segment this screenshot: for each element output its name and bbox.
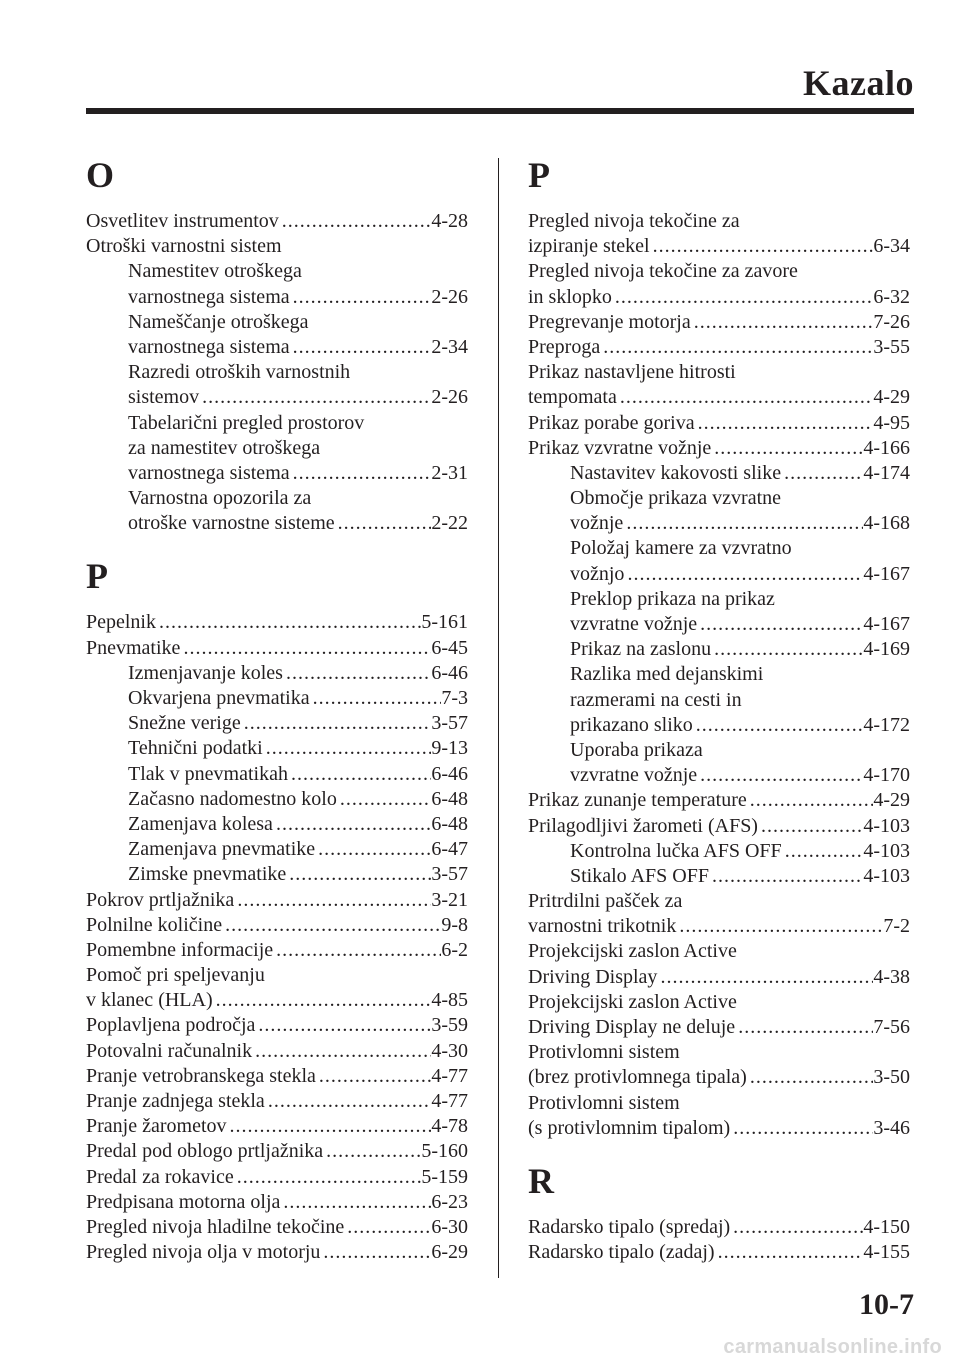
- index-entry: [86, 1165, 468, 1190]
- index-entry: [528, 310, 910, 335]
- index-subentry: [86, 661, 468, 686]
- index-subentry: [528, 738, 910, 763]
- dot-leader: [624, 562, 863, 587]
- entry-text: Zamenjava pnevmatike: [128, 838, 316, 861]
- dot-leader: [781, 461, 863, 486]
- entry-text: Radarsko tipalo (zadaj): [528, 1241, 715, 1264]
- entry-text: Zamenjava kolesa: [128, 812, 273, 835]
- entry-text: varnostnega sistema: [128, 285, 290, 308]
- index-subentry: [86, 461, 468, 486]
- index-entry: [86, 938, 468, 963]
- entry-text: Pranje žarometov: [86, 1115, 227, 1138]
- entry-text: Driving Display ne deluje: [528, 1016, 736, 1038]
- entry-text: vzvratne vožnje: [570, 613, 698, 635]
- index-subentry: [528, 839, 910, 864]
- index-entry: [528, 436, 910, 461]
- index-subentry: [528, 461, 910, 486]
- entry-page-ref: 4-166: [863, 436, 910, 459]
- entry-text: Tlak v pnevmatikah: [128, 762, 288, 785]
- index-column-left: [86, 155, 468, 1265]
- entry-text: (brez protivlomnega tipala): [528, 1066, 747, 1089]
- entry-page-ref: 7-56: [873, 1016, 910, 1038]
- dot-leader: [273, 812, 431, 837]
- dot-leader: [227, 1114, 432, 1139]
- entry-page-ref: 4-77: [431, 1064, 468, 1087]
- entry-page-ref: 3-57: [431, 712, 468, 735]
- dot-leader: [730, 1215, 863, 1240]
- entry-text: Pranje vetrobranskega stekla: [86, 1064, 316, 1087]
- dot-leader: [335, 511, 432, 536]
- entry-text: varnostni trikotnik: [528, 915, 677, 938]
- entry-text: Polnilne količine: [86, 913, 223, 936]
- dot-leader: [715, 1240, 864, 1265]
- dot-leader: [310, 686, 442, 711]
- entry-page-ref: 4-150: [863, 1215, 910, 1238]
- entry-page-ref: 3-55: [873, 335, 910, 358]
- entry-text: v klanec (HLA): [86, 989, 213, 1012]
- entry-text: Začasno nadomestno kolo: [128, 787, 337, 810]
- dot-leader: [315, 837, 431, 862]
- entry-page-ref: 4-170: [863, 764, 910, 787]
- index-entry: [528, 385, 910, 410]
- entry-text: Predal za rokavice: [86, 1165, 234, 1188]
- dot-leader: [290, 335, 432, 360]
- entry-page-ref: 6-47: [431, 838, 468, 861]
- index-subentry: [528, 612, 910, 637]
- index-subentry: [86, 486, 468, 511]
- dot-leader: [288, 762, 431, 787]
- index-entry: [86, 610, 468, 635]
- entry-page-ref: 5-160: [421, 1140, 468, 1163]
- index-entry: [528, 889, 910, 914]
- index-entry: [528, 209, 910, 234]
- dot-leader: [735, 1015, 873, 1040]
- index-section: [528, 1161, 910, 1265]
- entry-page-ref: 3-59: [431, 1014, 468, 1037]
- entry-page-ref: 6-32: [873, 285, 910, 308]
- index-entry: [86, 913, 468, 938]
- entry-text: Izmenjavanje koles: [128, 661, 283, 684]
- entry-text: Protivlomni sistem: [528, 1091, 680, 1114]
- entry-text: Stikalo AFS OFF: [570, 864, 709, 887]
- dot-leader: [657, 965, 873, 990]
- entry-text: Zimske pnevmatike: [128, 863, 287, 886]
- entry-text: Pepelnik: [86, 611, 156, 634]
- index-subentry: [86, 310, 468, 335]
- entry-page-ref: 4-29: [873, 789, 910, 812]
- entry-page-ref: 4-78: [431, 1115, 468, 1138]
- dot-leader: [758, 814, 863, 839]
- entry-page-ref: 2-26: [431, 386, 468, 409]
- index-subentry: [86, 686, 468, 711]
- section-letter: R: [528, 1160, 554, 1201]
- entry-page-ref: 6-48: [431, 812, 468, 835]
- dot-leader: [265, 1089, 432, 1114]
- dot-leader: [600, 335, 873, 360]
- dot-leader: [290, 285, 432, 310]
- dot-leader: [623, 511, 863, 536]
- dot-leader: [697, 612, 863, 637]
- entry-page-ref: 6-2: [441, 938, 468, 961]
- entry-page-ref: 4-174: [863, 461, 910, 484]
- entry-text: vzvratne vožnje: [570, 764, 698, 787]
- entry-page-ref: 4-155: [863, 1241, 910, 1264]
- index-subentry: [86, 436, 468, 461]
- index-subentry: [528, 536, 910, 561]
- dot-leader: [697, 763, 863, 788]
- index-subentry: [528, 486, 910, 511]
- index-subentry: [528, 763, 910, 788]
- dot-leader: [617, 385, 873, 410]
- index-entry: [86, 1089, 468, 1114]
- entry-text: Nameščanje otroškega: [128, 310, 309, 333]
- index-entry: [528, 1116, 910, 1141]
- index-entry: [528, 814, 910, 839]
- index-subentry: [86, 787, 468, 812]
- entry-page-ref: 4-103: [863, 814, 910, 837]
- entry-page-ref: 6-46: [431, 762, 468, 785]
- header-rule: [86, 108, 914, 114]
- dot-leader: [747, 788, 874, 813]
- entry-text: Pranje zadnjega stekla: [86, 1090, 265, 1112]
- index-subentry: [86, 837, 468, 862]
- index-subentry: [528, 637, 910, 662]
- index-subentry: [86, 736, 468, 761]
- dot-leader: [180, 636, 431, 661]
- entry-text: Driving Display: [528, 965, 658, 988]
- entry-text: Okvarjena pnevmatika: [128, 687, 310, 709]
- entry-text: Pregled nivoja tekočine za zavore: [528, 260, 798, 283]
- entry-page-ref: 2-34: [431, 335, 468, 358]
- entry-page-ref: 2-22: [431, 512, 468, 535]
- dot-leader: [695, 411, 874, 436]
- entry-page-ref: 5-161: [421, 611, 468, 634]
- dot-leader: [255, 1013, 431, 1038]
- entry-page-ref: 4-172: [863, 713, 910, 736]
- entry-text: Prikaz porabe goriva: [528, 411, 695, 434]
- dot-leader: [650, 234, 874, 259]
- entry-text: za namestitev otroškega: [128, 436, 321, 459]
- index-subentry: [528, 587, 910, 612]
- index-subentry: [528, 713, 910, 738]
- entry-page-ref: 2-26: [431, 285, 468, 308]
- index-subentry: [86, 812, 468, 837]
- index-entry: [528, 335, 910, 360]
- entry-text: Varnostna opozorila za: [128, 487, 312, 510]
- dot-leader: [273, 938, 441, 963]
- dot-leader: [612, 285, 873, 310]
- index-subentry: [86, 259, 468, 284]
- index-section: [528, 155, 910, 1141]
- index-entry: [86, 209, 468, 234]
- dot-leader: [709, 864, 863, 889]
- index-section: [86, 556, 468, 1265]
- page-number: 10-7: [859, 1288, 914, 1321]
- dot-leader: [222, 913, 441, 938]
- section-letter: P: [528, 155, 550, 195]
- entry-page-ref: 6-46: [431, 661, 468, 684]
- entry-text: Prikaz nastavljene hitrosti: [528, 361, 736, 384]
- index-subentry: [86, 385, 468, 410]
- entry-text: Pomembne informacije: [86, 938, 274, 961]
- entry-page-ref: 6-30: [431, 1215, 468, 1238]
- dot-leader: [213, 988, 432, 1013]
- entry-text: razmerami na cesti in: [570, 688, 742, 711]
- entry-text: Osvetlitev instrumentov: [86, 210, 279, 232]
- entry-text: Poplavljena področja: [86, 1014, 256, 1037]
- entry-page-ref: 9-13: [431, 737, 468, 760]
- entry-text: sistemov: [128, 386, 200, 409]
- entry-text: Prikaz vzvratne vožnje: [528, 436, 712, 459]
- entry-page-ref: 4-169: [863, 638, 910, 661]
- entry-text: Pritrdilni pašček za: [528, 890, 683, 913]
- index-section: [86, 155, 468, 536]
- entry-text: Radarsko tipalo (spredaj): [528, 1215, 731, 1238]
- entry-page-ref: 4-30: [431, 1039, 468, 1062]
- index-entry: [86, 988, 468, 1013]
- entry-text: varnostnega sistema: [128, 335, 290, 358]
- entry-page-ref: 6-45: [431, 636, 468, 659]
- index-entry: [86, 1013, 468, 1038]
- index-entry: [86, 1190, 468, 1215]
- entry-text: Razredi otroških varnostnih: [128, 361, 351, 384]
- index-entry: [86, 1039, 468, 1064]
- entry-page-ref: 3-46: [873, 1116, 910, 1139]
- index-subentry: [86, 285, 468, 310]
- entry-page-ref: 4-28: [431, 210, 468, 232]
- entry-text: varnostnega sistema: [128, 461, 290, 484]
- entry-text: Preproga: [528, 335, 601, 358]
- entry-text: Namestitev otroškega: [128, 260, 302, 283]
- entry-text: Pregrevanje motorja: [528, 310, 691, 333]
- entry-text: Nastavitev kakovosti slike: [570, 461, 782, 484]
- index-entry: [86, 636, 468, 661]
- entry-page-ref: 4-95: [873, 411, 910, 434]
- entry-text: Predal pod oblogo prtljažnika: [86, 1140, 324, 1163]
- entry-text: Tabelarični pregled prostorov: [128, 411, 365, 434]
- entry-page-ref: 4-103: [863, 864, 910, 887]
- entry-page-ref: 4-103: [863, 839, 910, 862]
- dot-leader: [693, 713, 864, 738]
- entry-text: Prikaz zunanje temperature: [528, 789, 747, 812]
- entry-page-ref: 7-2: [883, 915, 910, 938]
- entry-page-ref: 7-3: [441, 687, 468, 709]
- index-entry: [86, 1139, 468, 1164]
- entry-text: Projekcijski zaslon Active: [528, 940, 737, 963]
- index-subentry: [528, 562, 910, 587]
- index-subentry: [528, 688, 910, 713]
- index-entry: [528, 360, 910, 385]
- index-subentry: [86, 335, 468, 360]
- entry-text: Tehnični podatki: [128, 737, 263, 760]
- entry-page-ref: 4-85: [431, 989, 468, 1012]
- index-subentry: [528, 511, 910, 536]
- entry-text: Pregled nivoja hladilne tekočine: [86, 1215, 345, 1238]
- watermark-text: carmanualsonline.info: [723, 1336, 942, 1358]
- entry-page-ref: 4-29: [873, 386, 910, 409]
- entry-page-ref: 3-50: [873, 1066, 910, 1089]
- entry-text: Pnevmatike: [86, 636, 181, 659]
- dot-leader: [234, 888, 431, 913]
- entry-page-ref: 4-167: [863, 562, 910, 585]
- index-subentry: [86, 862, 468, 887]
- entry-text: Pregled nivoja olja v motorju: [86, 1241, 321, 1264]
- dot-leader: [241, 711, 432, 736]
- entry-text: Predpisana motorna olja: [86, 1190, 281, 1213]
- entry-text: Prikaz na zaslonu: [570, 638, 712, 661]
- entry-page-ref: 6-48: [431, 787, 468, 810]
- index-entry: [528, 1215, 910, 1240]
- dot-leader: [337, 787, 431, 812]
- entry-text: (s protivlomnim tipalom): [528, 1116, 731, 1139]
- entry-text: Pregled nivoja tekočine za: [528, 210, 740, 232]
- dot-leader: [730, 1116, 873, 1141]
- index-entry: [528, 788, 910, 813]
- entry-page-ref: 9-8: [441, 913, 468, 936]
- entry-text: Preklop prikaza na prikaz: [570, 587, 775, 610]
- dot-leader: [252, 1039, 431, 1064]
- entry-page-ref: 3-57: [431, 863, 468, 886]
- entry-text: Otroški varnostni sistem: [86, 235, 282, 258]
- dot-leader: [320, 1240, 431, 1265]
- entry-text: prikazano sliko: [570, 713, 693, 736]
- dot-leader: [283, 661, 431, 686]
- index-entry: [528, 259, 910, 284]
- entry-text: Projekcijski zaslon Active: [528, 990, 737, 1013]
- entry-page-ref: 7-26: [873, 310, 910, 333]
- entry-text: Uporaba prikaza: [570, 738, 703, 761]
- index-entry: [86, 1240, 468, 1265]
- index-entry: [86, 888, 468, 913]
- dot-leader: [279, 209, 432, 234]
- index-entry: [528, 965, 910, 990]
- index-subentry: [86, 411, 468, 436]
- section-letter: P: [86, 556, 108, 597]
- entry-text: in sklopko: [528, 285, 612, 308]
- entry-page-ref: 4-168: [863, 512, 910, 535]
- dot-leader: [747, 1065, 874, 1090]
- index-entry: [528, 1040, 910, 1065]
- dot-leader: [290, 461, 432, 486]
- dot-leader: [782, 839, 864, 864]
- entry-text: otroške varnostne sisteme: [128, 512, 335, 535]
- dot-leader: [676, 914, 883, 939]
- index-subentry: [86, 360, 468, 385]
- entry-page-ref: 4-38: [873, 965, 910, 988]
- index-column-right: [528, 155, 910, 1265]
- index-entry: [86, 963, 468, 988]
- section-letter: O: [86, 155, 115, 195]
- index-subentry: [86, 762, 468, 787]
- entry-text: Potovalni računalnik: [86, 1039, 253, 1062]
- index-subentry: [86, 511, 468, 536]
- index-subentry: [528, 864, 910, 889]
- index-subentry: [528, 662, 910, 687]
- entry-text: Pomoč pri speljevanju: [86, 964, 265, 987]
- index-entry: [86, 234, 468, 259]
- dot-leader: [711, 637, 863, 662]
- dot-leader: [316, 1064, 431, 1089]
- index-entry: [528, 1015, 910, 1040]
- entry-text: Položaj kamere za vzvratno: [570, 537, 792, 560]
- dot-leader: [280, 1190, 431, 1215]
- entry-text: Snežne verige: [128, 712, 241, 735]
- index-entry: [528, 285, 910, 310]
- entry-text: izpiranje stekel: [528, 235, 650, 258]
- dot-leader: [286, 862, 431, 887]
- index-entry: [528, 1065, 910, 1090]
- entry-text: vožnje: [570, 512, 624, 535]
- index-entry: [86, 1215, 468, 1240]
- index-entry: [528, 914, 910, 939]
- index-entry: [86, 1064, 468, 1089]
- index-entry: [528, 1091, 910, 1116]
- entry-page-ref: 6-34: [873, 235, 910, 258]
- dot-leader: [199, 385, 431, 410]
- index-entry: [528, 990, 910, 1015]
- dot-leader: [263, 736, 432, 761]
- entry-page-ref: 4-77: [431, 1090, 468, 1112]
- entry-text: vožnjo: [570, 562, 625, 585]
- entry-text: Prilagodljivi žarometi (AFS): [528, 814, 758, 837]
- entry-text: Kontrolna lučka AFS OFF: [570, 839, 782, 862]
- dot-leader: [711, 436, 863, 461]
- column-divider: [498, 158, 499, 1278]
- entry-page-ref: 4-167: [863, 613, 910, 635]
- index-entry: [528, 1240, 910, 1265]
- entry-text: Protivlomni sistem: [528, 1041, 680, 1064]
- entry-text: Razlika med dejanskimi: [570, 663, 764, 686]
- page-title: Kazalo: [803, 63, 914, 103]
- entry-text: Pokrov prtljažnika: [86, 888, 235, 911]
- entry-page-ref: 3-21: [431, 888, 468, 911]
- dot-leader: [691, 310, 874, 335]
- index-entry: [86, 1114, 468, 1139]
- entry-text: Območje prikaza vzvratne: [570, 487, 782, 510]
- entry-text: tempomata: [528, 386, 617, 409]
- index-entry: [528, 411, 910, 436]
- dot-leader: [344, 1215, 431, 1240]
- entry-page-ref: 5-159: [421, 1165, 468, 1188]
- entry-page-ref: 6-29: [431, 1241, 468, 1264]
- dot-leader: [323, 1139, 421, 1164]
- entry-page-ref: 6-23: [431, 1190, 468, 1213]
- index-entry: [528, 234, 910, 259]
- index-entry: [528, 939, 910, 964]
- dot-leader: [156, 610, 421, 635]
- entry-page-ref: 2-31: [431, 461, 468, 484]
- index-subentry: [86, 711, 468, 736]
- dot-leader: [234, 1165, 422, 1190]
